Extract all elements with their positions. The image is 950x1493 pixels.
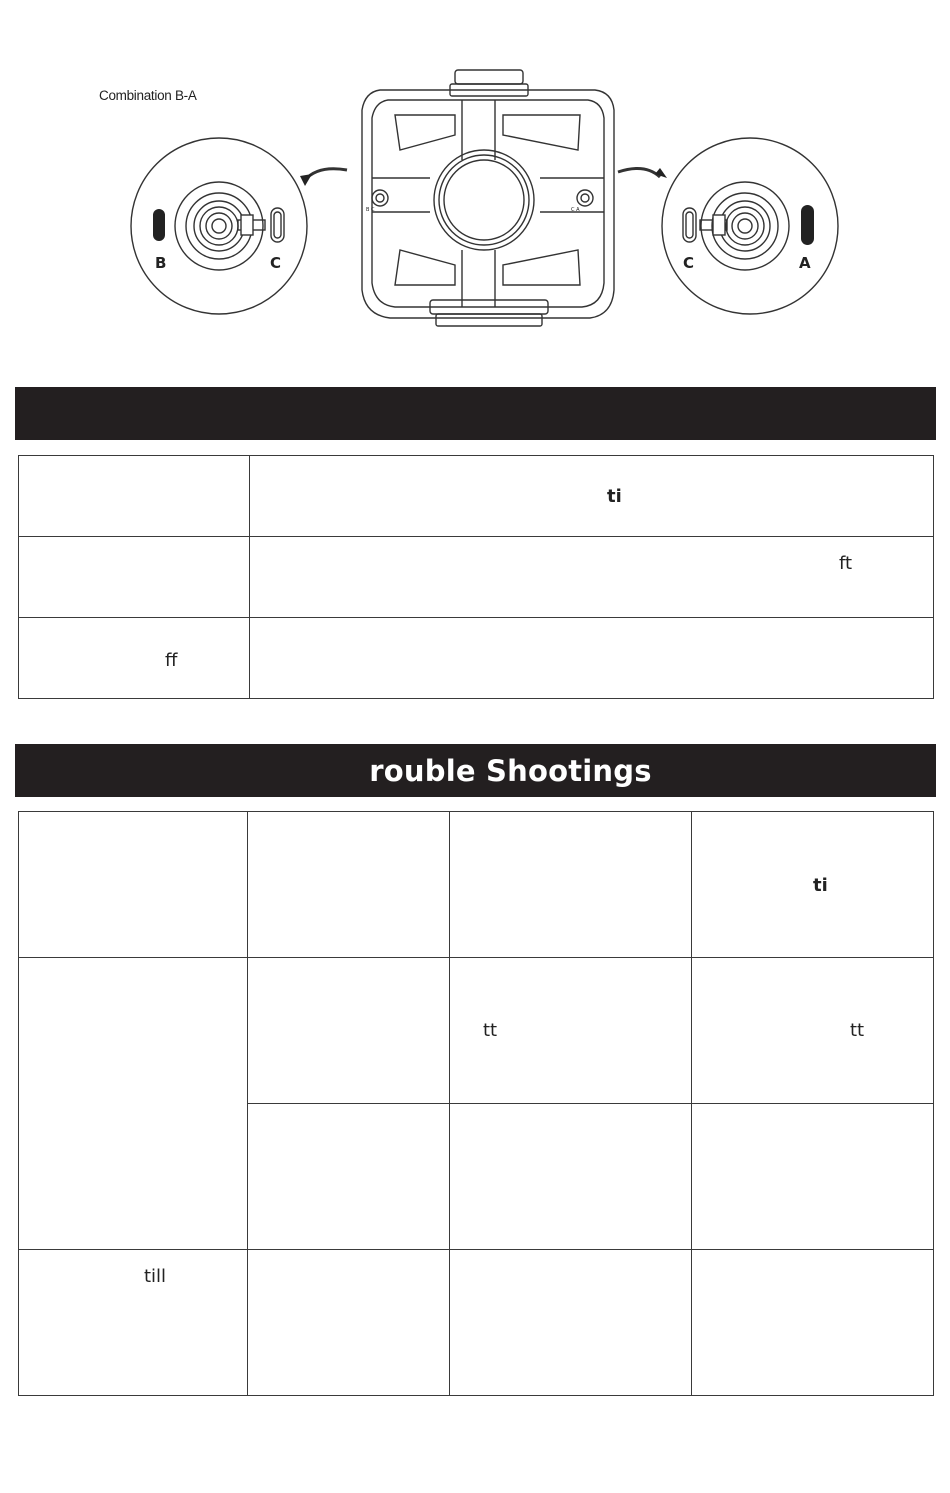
- trouble-cell: tt: [692, 958, 934, 1104]
- trouble-cell: tt: [450, 958, 692, 1104]
- trouble-cell: [248, 958, 450, 1104]
- left-label-b: B: [155, 254, 167, 272]
- table-row: [19, 1250, 934, 1396]
- trouble-cell: [450, 812, 692, 958]
- figure-caption: Combination B-A: [99, 88, 197, 103]
- table-row: [19, 618, 934, 699]
- right-detail-circle: [618, 138, 838, 314]
- trouble-cell: [19, 958, 248, 1250]
- trouble-cell: ti: [692, 812, 934, 958]
- left-detail-circle: [131, 138, 347, 314]
- center-mark-right: C A: [571, 207, 580, 213]
- trouble-cell: [248, 812, 450, 958]
- trouble-cell: [248, 1250, 450, 1396]
- right-label-c: C: [683, 254, 695, 272]
- trouble-cell: [692, 1250, 934, 1396]
- spec-label-cell: ff: [19, 618, 250, 699]
- trouble-cell: [19, 812, 248, 958]
- center-mark-left: B C: [366, 207, 375, 213]
- table-row: [19, 812, 934, 958]
- spec-section-header: [15, 387, 936, 440]
- spec-table: [18, 455, 934, 699]
- right-label-a: A: [799, 254, 811, 272]
- trouble-cell: [450, 1250, 692, 1396]
- table-row: [19, 456, 934, 537]
- trouble-cell: [450, 1104, 692, 1250]
- left-label-c: C: [270, 254, 282, 272]
- center-housing: [362, 70, 614, 326]
- trouble-cell: till: [19, 1250, 248, 1396]
- table-row: [19, 958, 934, 1104]
- spec-label-cell: [19, 537, 250, 618]
- spec-value-cell: ti: [250, 456, 934, 537]
- trouble-section-header: [15, 744, 936, 797]
- spec-value-cell: [250, 618, 934, 699]
- table-row: [19, 537, 934, 618]
- trouble-cell: [248, 1104, 450, 1250]
- trouble-table: [18, 811, 934, 1396]
- trouble-cell: [692, 1104, 934, 1250]
- spec-label-cell: [19, 456, 250, 537]
- spec-value-cell: ft: [250, 537, 934, 618]
- assembly-illustration: [0, 60, 950, 360]
- trouble-section-title: rouble Shootings: [369, 753, 652, 788]
